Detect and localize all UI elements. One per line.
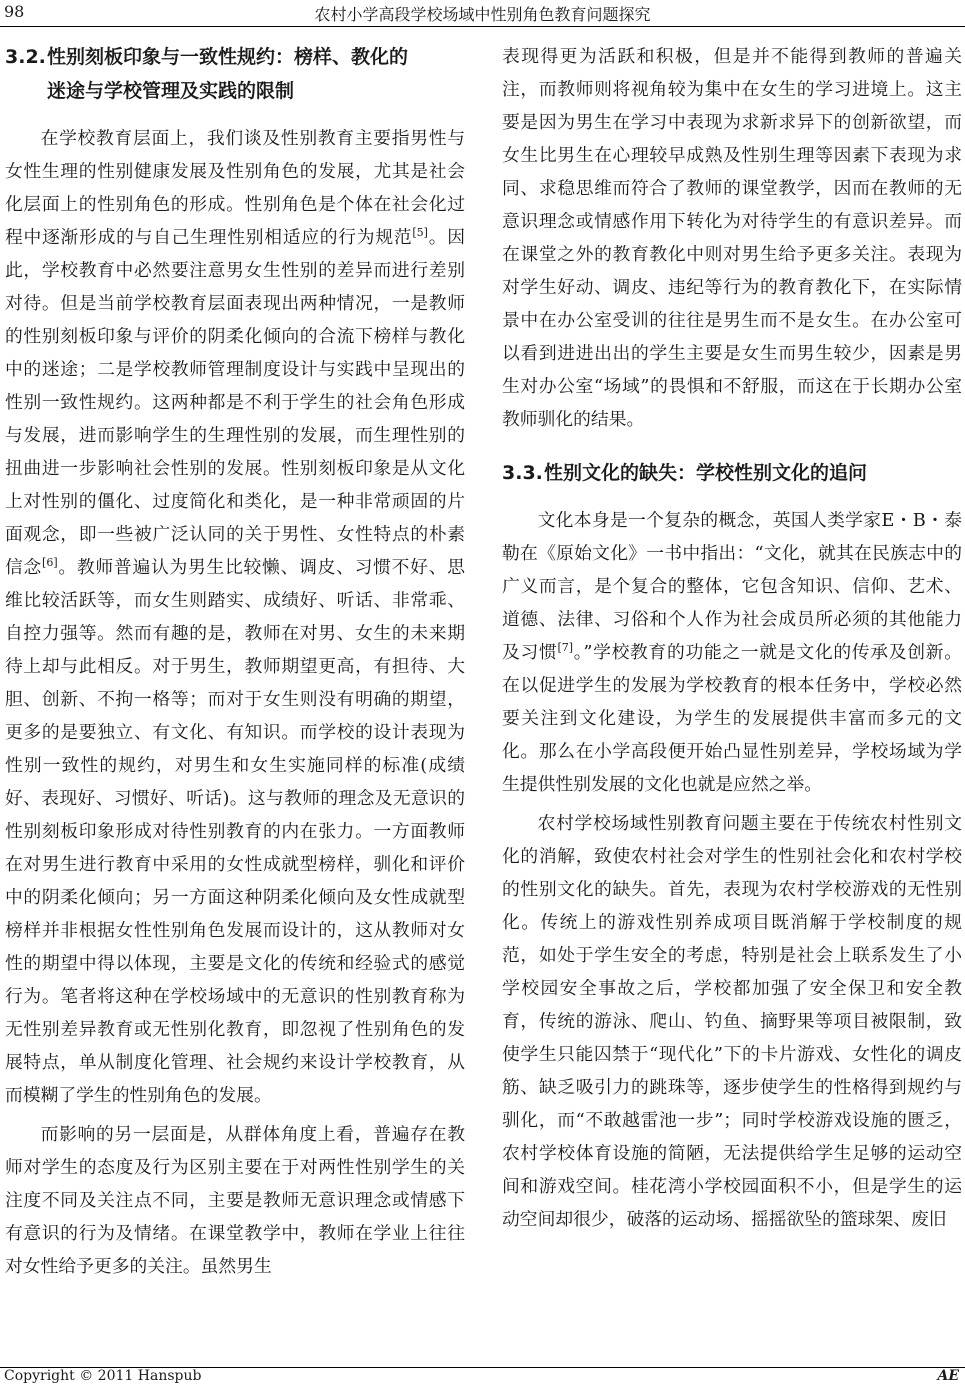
left-column xyxy=(5,40,465,1289)
right-column xyxy=(502,40,962,1242)
section-title: 性别文化的缺失：学校性别文化的追问 xyxy=(544,462,868,484)
section-title-line-1: 性别刻板印象与一致性规约：榜样、教化的 xyxy=(47,46,409,68)
section-heading-3-2 xyxy=(5,40,465,108)
header-rule xyxy=(0,26,965,27)
paragraph-text: 。教师普遍认为男生比较懒、调皮、习惯不好、思维比较活跃等，而女生则踏实、成绩好、听话、非常乖、自控力强等。然而有趣的是，教师在对男、女生的未来期待上却与此相反。对于男生，教师期望更高，有担待、大胆、创新、不拘一格等；而对于女生则没有明确的期望，更多的是要独立、有文化、有知识。而学校的设计表现为性别一致性的规约，对男生和女生实施同样的标准(成绩好、表现好、习惯好、听话)。这与教师的理念及无意识的性别刻板印象形成对待性别教育的内在张力。一方面教师在对男生进行教育中采用的女性成就型榜样，驯化和评价中的阴柔化倾向；另一方面这种阴柔化倾向及女性成就型榜样并非根据女性性别角色发展而设计的，这从教师对女性的期望中得以体现，主要是文化的传统和经验式的感觉行为。笔者将这种在学校场域中的无意识的性别教育称为无性别差异教育或无性别化教育，即忽视了性别角色的发展特点，单从制度化管理、社会规约来设计学校教育，从而模糊了学生的性别角色的发展。 xyxy=(5,557,465,1106)
copyright-notice: Copyright © 2011 Hanspub xyxy=(4,1368,202,1384)
page-number: 98 xyxy=(4,2,25,21)
body-paragraph xyxy=(5,1118,465,1283)
paragraph-text: 。因此，学校教育中必然要注意男女生性别的差异而进行差别对待。但是当前学校教育层面表现出两种情况，一是教师的性别刻板印象与评价的阴柔化倾向的合流下榜样与教化中的迷途；二是学校教师管理制度设计与实践中呈现出的性别一致性规约。这两种都是不利于学生的社会角色形成与发展，进而影响学生的生理性别的发展，而生理性别的扭曲进一步影响社会性别的发展。性别刻板印象是从文化上对性别的僵化、过度简化和类化，是一种非常顽固的片面观念，即一些被广泛认同的关于男性、女性特点的朴素信念 xyxy=(5,227,465,578)
section-number: 3.3. xyxy=(502,462,543,484)
page-header xyxy=(0,0,965,28)
paragraph-text: 而影响的另一层面是，从群体角度上看，普遍存在教师对学生的态度及行为区别主要在于对两性性别学生的关注度不同及关注点不同，主要是教师无意识理念或情感下有意识的行为及情绪。在课堂教学中，教师在学业上往往对女性给予更多的关注。虽然男生 xyxy=(5,1124,465,1277)
section-title-line-2: 迷途与学校管理及实践的限制 xyxy=(47,80,295,102)
running-title: 农村小学高段学校场域中性别角色教育问题探究 xyxy=(314,5,651,24)
section-heading-3-3 xyxy=(502,456,962,490)
paragraph-text: 。”学校教育的功能之一就是文化的传承及创新。在以促进学生的发展为学校教育的根本任务中，学校必然要关注到文化建设，为学生的发展提供丰富而多元的文化。那么在小学高段便开始凸显性别差异，学校场域为学生提供性别发展的文化也就是应然之举。 xyxy=(502,642,962,795)
body-paragraph xyxy=(5,122,465,1112)
body-paragraph xyxy=(502,504,962,801)
body-paragraph-continued xyxy=(502,40,962,436)
section-number: 3.2. xyxy=(5,46,46,68)
paragraph-text: 表现得更为活跃和积极，但是并不能得到教师的普遍关注，而教师则将视角较为集中在女生的学习进境上。这主要是因为男生在学习中表现为求新求异下的创新欲望，而女生比男生在心理较早成熟及性别生理等因素下表现为求同、求稳思维而符合了教师的课堂教学，因而在教师的无意识理念或情感作用下转化为对待学生的有意识差异。而在课堂之外的教育教化中则对男生给予更多关注。表现为对学生好动、调皮、违纪等行为的教育教化下，在实际情景中在办公室受训的往往是男生而不是女生。在办公室可以看到进进出出的学生主要是女生而男生较少，因素是男生对办公室“场域”的畏惧和不舒服，而这在于长期办公室教师驯化的结果。 xyxy=(502,46,962,430)
paragraph-text: 文化本身是一个复杂的概念，英国人类学家E・B・泰勒在《原始文化》一书中指出：“文化，就其在民族志中的广义而言，是个复合的整体，它包含知识、信仰、艺术、道德、法律、习俗和个人作为社会成员所必须的其他能力及习惯 xyxy=(502,510,962,663)
body-paragraph xyxy=(502,807,962,1236)
citation-ref: [7] xyxy=(557,641,574,655)
journal-abbreviation: AE xyxy=(937,1368,959,1384)
paragraph-text: 在学校教育层面上，我们谈及性别教育主要指男性与女性生理的性别健康发展及性别角色的发展，尤其是社会化层面上的性别角色的形成。性别角色是个体在社会化过程中逐渐形成的与自己生理性别相适应的行为规范 xyxy=(5,128,465,248)
paragraph-text: 农村学校场域性别教育问题主要在于传统农村性别文化的消解，致使农村社会对学生的性别社会化和农村学校的性别文化的缺失。首先，表现为农村学校游戏的无性别化。传统上的游戏性别养成项目既消解于学校制度的规范，如处于学生安全的考虑，特别是社会上联系发生了小学校园安全事故之后，学校都加强了安全保卫和安全教育，传统的游泳、爬山、钓鱼、摘野果等项目被限制，致使学生只能囚禁于“现代化”下的卡片游戏、女性化的调皮筋、缺乏吸引力的跳珠等，逐步使学生的性格得到规约与驯化，而“不敢越雷池一步”；同时学校游戏设施的匮乏，农村学校体育设施的简陋，无法提供给学生足够的运动空间和游戏空间。桂花湾小学校园面积不小，但是学生的运动空间却很少，破落的运动场、摇摇欲坠的篮球架、废旧 xyxy=(502,813,962,1230)
citation-ref: [6] xyxy=(42,556,58,570)
citation-ref: [5] xyxy=(412,226,428,240)
